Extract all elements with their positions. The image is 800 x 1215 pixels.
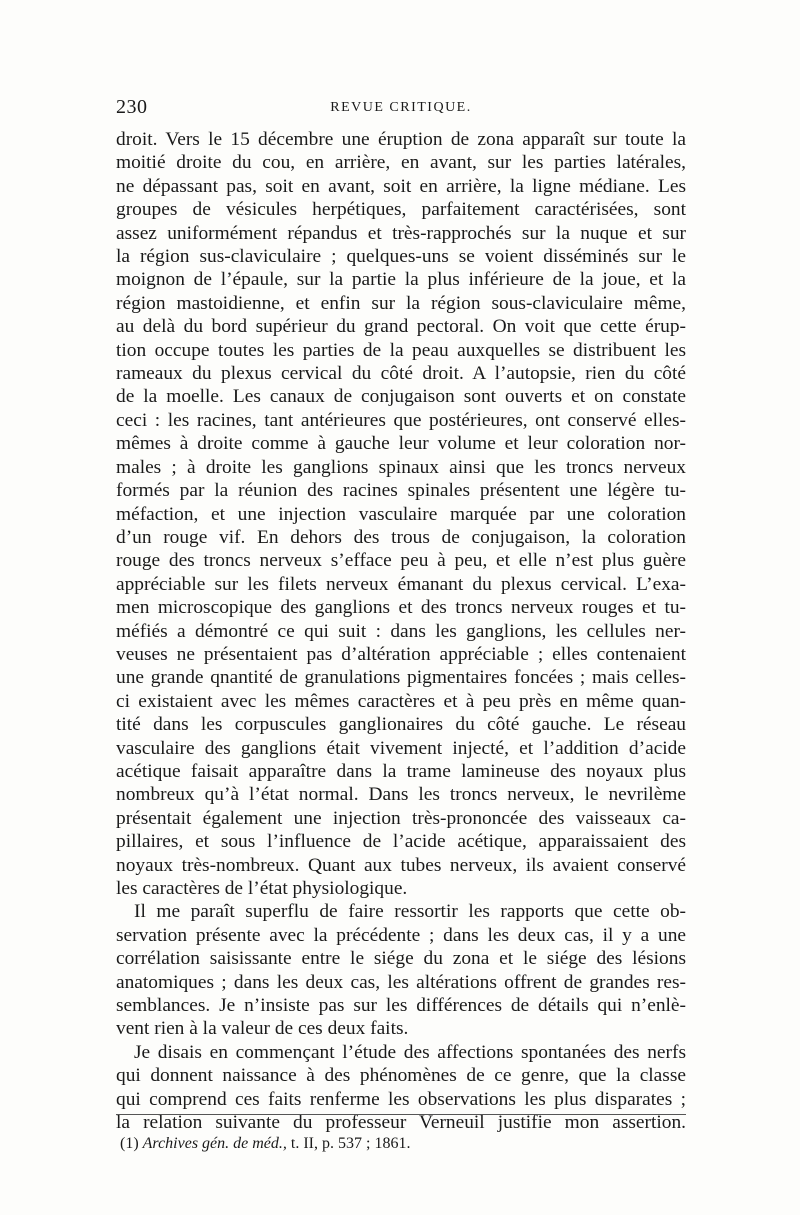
text-line: ne dépassant pas, soit en avant, soit en arrière, la ligne médiane. Les [116,175,686,197]
text-line: formés par la réunion des racines spinales présentent une légère tu- [116,480,686,502]
text-line: Il me paraît superflu de faire ressortir les rapports que cette ob- [134,901,686,923]
footnote-source-title: Archives gén. de méd., [142,1135,287,1152]
text-line: ci existaient avec les mêmes caractères et à peu près en même quan- [116,690,686,712]
text-line: moignon de l’épaule, sur la partie la plus inférieure de la joue, et la [116,269,686,291]
text-line: rouge des troncs nerveux s’efface peu à peu, et elle n’est plus guère [116,550,686,572]
footnote-divider [116,1114,686,1115]
text-line: mêmes à droite comme à gauche leur volume et leur coloration nor- [116,433,686,455]
text-line: Je disais en commençant l’étude des affections spontanées des nerfs [134,1041,686,1063]
text-line: semblances. Je n’insiste pas sur les différences de détails qui n’enlè- [116,995,686,1017]
text-line: les caractères de l’état physiologique. [116,878,408,899]
text-line: tion occupe toutes les parties de la peau auxquelles se distribuent les [116,339,686,361]
text-line: acétique faisait apparaître dans la trame lamineuse des noyaux plus [116,760,686,782]
text-line: males ; à droite les ganglions spinaux ainsi que les troncs nerveux [116,456,686,478]
text-line: pillaires, et sous l’influence de l’acide acétique, apparaissaient des [116,831,686,853]
text-line: méfiés a démontré ce qui suit : dans les ganglions, les cellules ner- [116,620,686,642]
text-line: de la moelle. Les canaux de conjugaison sont ouverts et on constate [116,386,686,408]
text-line: nombreux qu’à l’état normal. Dans les troncs nerveux, le nevrilème [116,784,686,806]
text-line: qui donnent naissance à des phénomènes de ce genre, que la classe [116,1065,686,1087]
text-line: ceci : les racines, tant antérieures que postérieures, ont conservé elles- [116,409,686,431]
text-line: corrélation saisissante entre le siége du zona et le siége des lésions [116,948,686,970]
footnote-reference: t. II, p. 537 ; 1861. [290,1135,411,1152]
text-line: vasculaire des ganglions était vivement injecté, et l’addition d’acide [116,737,686,759]
text-line: présentait également une injection très-prononcée des vaisseaux ca- [116,807,686,829]
header-title: REVUE CRITIQUE. [330,100,472,115]
page-number: 230 [116,96,148,118]
text-line: d’un rouge vif. En dehors des trous de conjugaison, la coloration [116,526,686,548]
text-line: assez uniformément répandus et très-rapprochés sur la nuque et sur [116,222,686,244]
text-line: tité dans les corpuscules ganglionaires du côté gauche. Le réseau [116,714,686,736]
text-line: veuses ne présentaient pas d’altération appréciable ; elles contenaient [116,643,686,665]
text-line: noyaux très-nombreux. Quant aux tubes nerveux, ils avaient conservé [116,854,686,876]
text-line: droit. Vers le 15 décembre une éruption de zona apparaît sur toute la [116,129,686,150]
text-line: au delà du bord supérieur du grand pectoral. On voit que cette érup- [116,316,686,338]
text-line: la région sus-claviculaire ; quelques-uns se voient disséminés sur le [116,246,686,268]
text-line: moitié droite du cou, en arrière, en avant, sur les parties latérales, [116,152,686,174]
text-line: servation présente avec la précédente ; dans les deux cas, il y a une [116,924,686,946]
text-line: groupes de vésicules herpétiques, parfaitement caractérisées, sont [116,199,686,221]
running-head [116,96,686,120]
text-line: région mastoidienne, et enfin sur la région sous-claviculaire même, [116,292,686,314]
text-line: rameaux du plexus cervical du côté droit. A l’autopsie, rien du côté [116,363,686,385]
footnote [120,1134,680,1154]
text-line: appréciable sur les filets nerveux émanant du plexus cervical. L’exa- [116,573,686,595]
footnote-marker: (1) [120,1135,139,1152]
body-text [116,128,686,1134]
text-line: anatomiques ; dans les deux cas, les altérations offrent de grandes res- [116,971,686,993]
text-line: méfaction, et une injection vasculaire marquée par une coloration [116,503,686,525]
text-line: la relation suivante du professeur Verneuil justifie mon assertion. [116,1112,686,1134]
text-line: qui comprend ces faits renferme les observations les plus disparates ; [116,1088,686,1110]
text-line: men microscopique des ganglions et des troncs nerveux rouges et tu- [116,597,686,619]
text-line: vent rien à la valeur de ces deux faits. [116,1018,409,1040]
text-line: une grande qnantité de granulations pigmentaires foncées ; mais celles- [116,667,686,689]
